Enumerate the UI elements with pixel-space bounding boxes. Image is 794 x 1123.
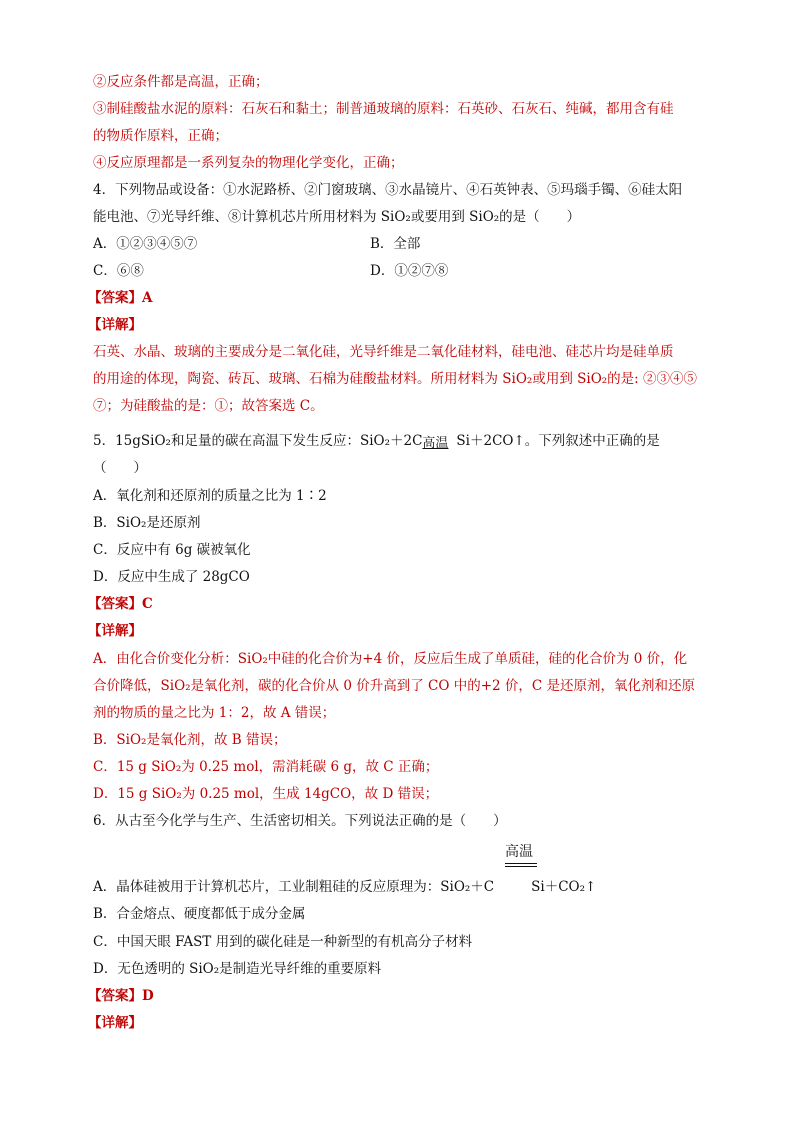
q5-option-a: A．氧化剂和还原剂的质量之比为 1∶2 (93, 488, 327, 504)
q4-detail-heading: 【详解】 (88, 317, 142, 333)
q6-reaction-condition-label: 高温 (505, 844, 533, 860)
explanation-line: ②反应条件都是高温，正确； (93, 74, 269, 90)
q6-option-a-part1: A．晶体硅被用于计算机芯片，工业制粗硅的反应原理为：SiO₂＋C (93, 879, 495, 895)
q6-answer: 【答案】D (88, 988, 154, 1004)
q4-option-a: A．①②③④⑤⑦ (93, 236, 198, 252)
q4-option-c: C．⑥⑧ (93, 263, 144, 279)
q5-answer: 【答案】C (88, 596, 153, 612)
q6-option-c: C．中国天眼 FAST 用到的碳化硅是一种新型的有机高分子材料 (93, 934, 473, 950)
q6-option-b: B．合金熔点、硬度都低于成分金属 (93, 906, 306, 922)
q4-detail-line: 石英、水晶、玻璃的主要成分是二氧化硅，光导纤维是二氧化硅材料，硅电池、硅芯片均是硅单质 (93, 344, 674, 360)
q5-option-c: C．反应中有 6g 碳被氧化 (93, 542, 251, 558)
reaction-condition-label: 高温 (422, 436, 449, 451)
q4-detail-line: ⑦；为硅酸盐的是：①；故答案选 C。 (93, 398, 324, 414)
condition-line (505, 866, 537, 867)
q5-detail-line: 合价降低，SiO₂是氧化剂，碳的化合价从 0 价升高到了 CO 中的+2 价，C 是还原剂，氧化剂和还原 (93, 678, 696, 694)
q6-option-a (93, 877, 596, 897)
q5-detail-line: D．15 g SiO₂为 0.25 mol，生成 14gCO，故 D 错误； (93, 786, 439, 802)
q5-detail-line: 剂的物质的量之比为 1：2，故 A 错误； (93, 705, 336, 721)
question-6-stem: 6．从古至今化学与生产、生活密切相关。下列说法正确的是（ ） (93, 813, 507, 829)
q6-detail-heading: 【详解】 (88, 1015, 142, 1031)
question-5-stem (93, 431, 660, 451)
q5-option-b: B．SiO₂是还原剂 (93, 515, 201, 531)
question-5-stem: （ ） (93, 460, 147, 476)
q6-reaction-condition (505, 845, 537, 867)
q5-detail-heading: 【详解】 (88, 623, 142, 639)
q5-stem-part2: Si＋2CO↑。下列叙述中正确的是 (456, 433, 660, 449)
q5-detail-line: A．由化合价变化分析：SiO₂中硅的化合价为+4 价，反应后生成了单质硅，硅的化合价为 0 价，化 (93, 651, 688, 667)
condition-line (505, 863, 537, 864)
q4-option-b: B．全部 (370, 236, 421, 252)
explanation-line: 的物质作原料，正确； (93, 128, 228, 144)
q5-detail-line: C．15 g SiO₂为 0.25 mol，需消耗碳 6 g，故 C 正确； (93, 759, 439, 775)
q4-detail-line: 的用途的体现，陶瓷、砖瓦、玻璃、石棉为硅酸盐材料。所用材料为 SiO₂或用到 SiO₂的是: ②③④⑤ (93, 371, 698, 387)
q5-stem-part1: 5．15gSiO₂和足量的碳在高温下发生反应：SiO₂＋2C (93, 433, 423, 449)
explanation-line: ③制硅酸盐水泥的原料：石灰石和黏土；制普通玻璃的原料：石英砂、石灰石、纯碱，都用含有硅 (93, 101, 674, 117)
q4-option-d: D．①②⑦⑧ (370, 263, 449, 279)
q6-option-d: D．无色透明的 SiO₂是制造光导纤维的重要原料 (93, 961, 382, 977)
q6-option-a-part2: Si＋CO₂↑ (531, 879, 597, 895)
explanation-line: ④反应原理都是一系列复杂的物理化学变化，正确； (93, 155, 404, 171)
question-4-stem: 能电池、⑦光导纤维、⑧计算机芯片所用材料为 SiO₂或要用到 SiO₂的是（ ） (93, 209, 581, 225)
q5-option-d: D．反应中生成了 28gCO (93, 569, 250, 585)
question-4-stem: 4．下列物品或设备：①水泥路桥、②门窗玻璃、③水晶镜片、④石英钟表、⑤玛瑙手镯、⑥硅太阳 (93, 182, 683, 198)
q4-answer: 【答案】A (88, 290, 153, 306)
q5-detail-line: B．SiO₂是氧化剂，故 B 错误； (93, 732, 287, 748)
